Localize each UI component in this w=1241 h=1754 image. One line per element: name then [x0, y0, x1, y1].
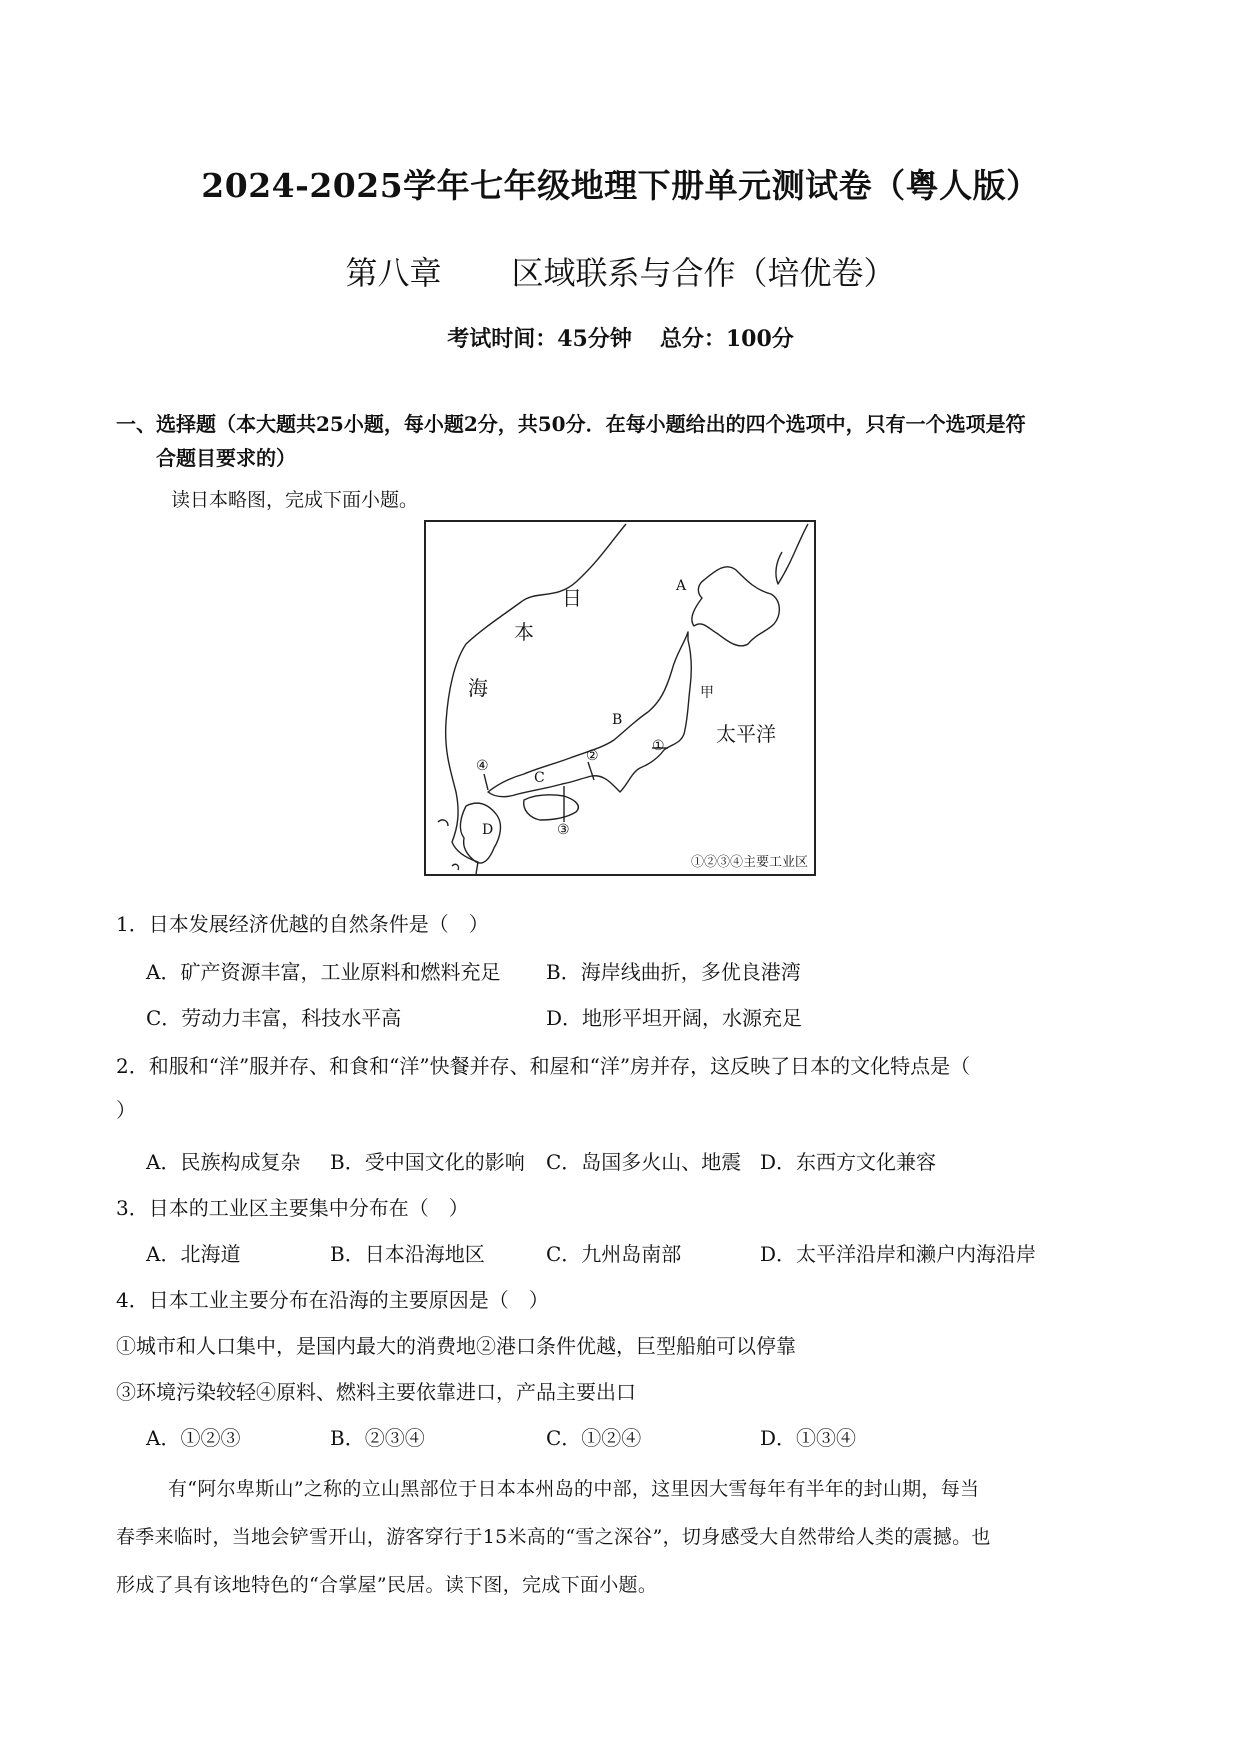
- question-4-statement-1: ①城市和人口集中，是国内最大的消费地②港口条件优越，巨型船舶可以停靠: [116, 1334, 796, 1358]
- question-4-option-c: C．①②④: [546, 1426, 642, 1450]
- question-4-stem: 4．日本工业主要分布在沿海的主要原因是（ ）: [116, 1288, 549, 1312]
- section-heading: 一、选择题（本大题共25小题，每小题2分，共50分．在每小题给出的四个选项中，只有一个选项是符: [116, 412, 1026, 436]
- exam-info: [0, 322, 1241, 353]
- map-label-c: C: [534, 770, 545, 786]
- section-heading-cont: 合题目要求的）: [156, 446, 296, 470]
- passage-line-3: 形成了具有该地特色的“合掌屋”民居。读下图，完成下面小题。: [116, 1574, 658, 1596]
- chapter-name: 区域联系与合作（培优卷）: [511, 254, 896, 292]
- map-label-zone3: ③: [557, 822, 570, 838]
- question-3-stem: 3．日本的工业区主要集中分布在（ ）: [116, 1196, 469, 1220]
- question-3-option-c: C．九州岛南部: [546, 1242, 682, 1266]
- exam-time: 考试时间：45分钟: [447, 326, 632, 352]
- map-label-sea-ben: 本: [514, 620, 534, 644]
- question-1-option-c: C．劳动力丰富，科技水平高: [146, 1006, 402, 1030]
- chapter-title: [0, 248, 1241, 294]
- map-label-b: B: [612, 712, 623, 728]
- question-1-option-b: B．海岸线曲折，多优良港湾: [546, 960, 801, 984]
- chapter-number: 第八章: [345, 254, 442, 292]
- map-label-zone2: ②: [586, 748, 599, 764]
- question-4-option-d: D．①③④: [760, 1426, 857, 1450]
- map-label-zone4: ④: [476, 758, 489, 774]
- section-intro: 读日本略图，完成下面小题。: [171, 489, 419, 511]
- question-2-stem-cont: ）: [116, 1098, 136, 1122]
- question-4-statement-2: ③环境污染较轻④原料、燃料主要依靠进口，产品主要出口: [116, 1380, 636, 1404]
- total-score: 总分：100分: [659, 326, 794, 352]
- map-label-pacific: 太平洋: [716, 722, 776, 746]
- map-label-sea-hai: 海: [468, 676, 488, 700]
- question-2-option-a: A．民族构成复杂: [146, 1150, 301, 1174]
- exam-title: 2024-2025学年七年级地理下册单元测试卷（粤人版）: [201, 166, 1040, 205]
- question-3-option-d: D．太平洋沿岸和濑户内海沿岸: [760, 1242, 1037, 1266]
- question-2-stem: 2．和服和“洋”服并存、和食和“洋”快餐并存、和屋和“洋”房并存，这反映了日本的文化特点是（: [116, 1054, 971, 1078]
- map-label-zone1: ①: [652, 738, 665, 754]
- question-1-option-d: D．地形平坦开阔，水源充足: [546, 1006, 803, 1030]
- passage-line-1: 有“阿尔卑斯山”之称的立山黑部位于日本本州岛的中部，这里因大雪每年有半年的封山期，每当: [168, 1478, 980, 1500]
- question-4-option-b: B．②③④: [330, 1426, 425, 1450]
- japan-map: [424, 520, 816, 876]
- map-label-d: D: [482, 822, 494, 838]
- question-4-option-a: A．①②③: [146, 1426, 241, 1450]
- map-label-jia: 甲: [700, 685, 714, 701]
- map-label-a: A: [676, 578, 687, 594]
- question-2-option-c: C．岛国多火山、地震: [546, 1150, 742, 1174]
- question-3-option-a: A．北海道: [146, 1242, 241, 1266]
- question-1-option-a: A．矿产资源丰富，工业原料和燃料充足: [146, 960, 501, 984]
- map-caption: ①②③④主要工业区: [690, 855, 808, 870]
- map-label-sea-ri: 日: [562, 586, 582, 610]
- question-3-option-b: B．日本沿海地区: [330, 1242, 485, 1266]
- question-2-option-b: B．受中国文化的影响: [330, 1150, 525, 1174]
- question-2-option-d: D．东西方文化兼容: [760, 1150, 937, 1174]
- passage-line-2: 春季来临时，当地会铲雪开山，游客穿行于15米高的“雪之深谷”，切身感受大自然带给人类的震撼。也: [116, 1526, 991, 1548]
- question-1-stem: 1．日本发展经济优越的自然条件是（ ）: [116, 912, 489, 936]
